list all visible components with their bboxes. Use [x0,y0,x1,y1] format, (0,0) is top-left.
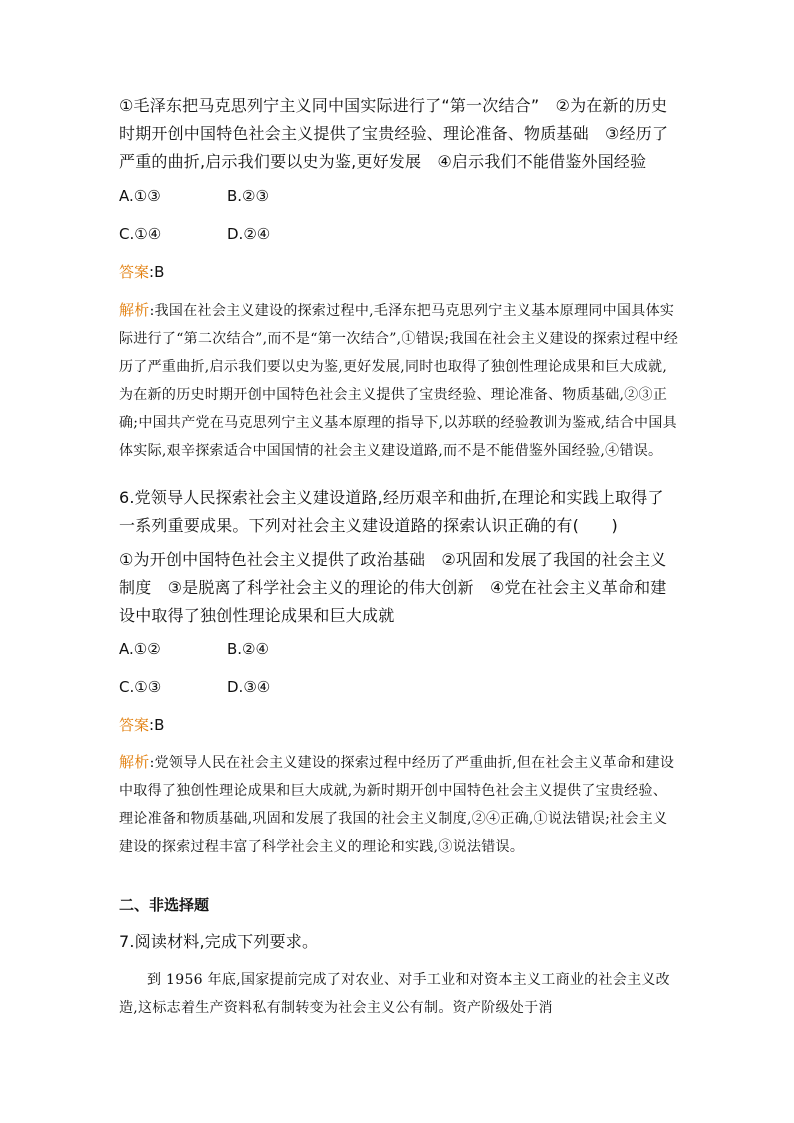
section-title: 二、非选择题 [119,896,210,914]
q5-option-c: C.①④ [119,225,162,243]
q5-answer [119,262,679,282]
q5-option-d: D.②④ [227,225,271,243]
q6-options-row-2 [119,677,679,697]
answer-label: 答案 [119,716,150,734]
answer-value: :B [149,263,165,281]
q6-option-a: A.①② [119,640,161,658]
explanation-label: 解析 [119,753,150,771]
q5-option-a: A.①③ [119,187,161,205]
q5-statements: ①毛泽东把马克思列宁主义同中国实际进行了“第一次结合” ②为在新的历史时期开创中国特色社会主义提供了宝贵经验、理论准备、物质基础 ③经历了严重的曲折,启示我们要以史为鉴,更好发展 ④启示我们不能借鉴外国经验 [119,96,669,171]
q5-options-row-1 [119,186,679,206]
explanation-label: 解析 [119,301,150,319]
answer-label: 答案 [119,263,150,281]
q6-option-c: C.①③ [119,678,162,696]
explanation-text: :我国在社会主义建设的探索过程中,毛泽东把马克思列宁主义基本原理同中国具体实际进行了“第二次结合”,而不是“第一次结合”,①错误;我国在社会主义建设的探索过程中经历了严重曲折,启示我们要以史为鉴,更好发展,同时也取得了独创性理论成果和巨大成就,为在新的历史时期开创中国特色社会主义提供了宝贵经验、理论准备、物质基础,②③正确;中国共产党在马克思列宁主义基本原理的指导下,以苏联的经验教训为鉴戒,结合中国具体实际,艰辛探索适合中国国情的社会主义建设道路,而不是不能借鉴外国经验,④错误。 [119,303,679,459]
q7-material: 到 1956 年底,国家提前完成了对农业、对手工业和对资本主义工商业的社会主义改造,这标志着生产资料私有制转变为社会主义公有制。资产阶级处于消 [119,972,670,1016]
answer-value: :B [149,716,165,734]
q5-options-row-2 [119,224,679,244]
q6-answer [119,715,679,735]
q6-stem: 6.党领导人民探索社会主义建设道路,经历艰辛和曲折,在理论和实践上取得了一系列重要成果。下列对社会主义建设道路的探索认识正确的有( ) [119,488,664,535]
q6-explanation [119,748,679,861]
q5-option-b: B.②③ [227,187,269,205]
explanation-text: :党领导人民在社会主义建设的探索过程中经历了严重曲折,但在社会主义革命和建设中取得了独创性理论成果和巨大成就,为新时期开创中国特色社会主义提供了宝贵经验、理论准备和物质基础,巩固和发展了我国的社会主义制度,②④正确,①说法错误;社会主义建设的探索过程丰富了科学社会主义的理论和实践,③说法错误。 [119,755,675,855]
q6-option-d: D.③④ [227,678,271,696]
q7-stem: 7.阅读材料,完成下列要求。 [119,932,319,951]
q6-option-b: B.②④ [227,640,269,658]
q6-options-row-1 [119,639,679,659]
q5-explanation [119,296,679,465]
q6-statements: ①为开创中国特色社会主义提供了政治基础 ②巩固和发展了我国的社会主义制度 ③是脱离了科学社会主义的理论的伟大创新 ④党在社会主义革命和建设中取得了独创性理论成果和巨大成就 [119,550,667,625]
